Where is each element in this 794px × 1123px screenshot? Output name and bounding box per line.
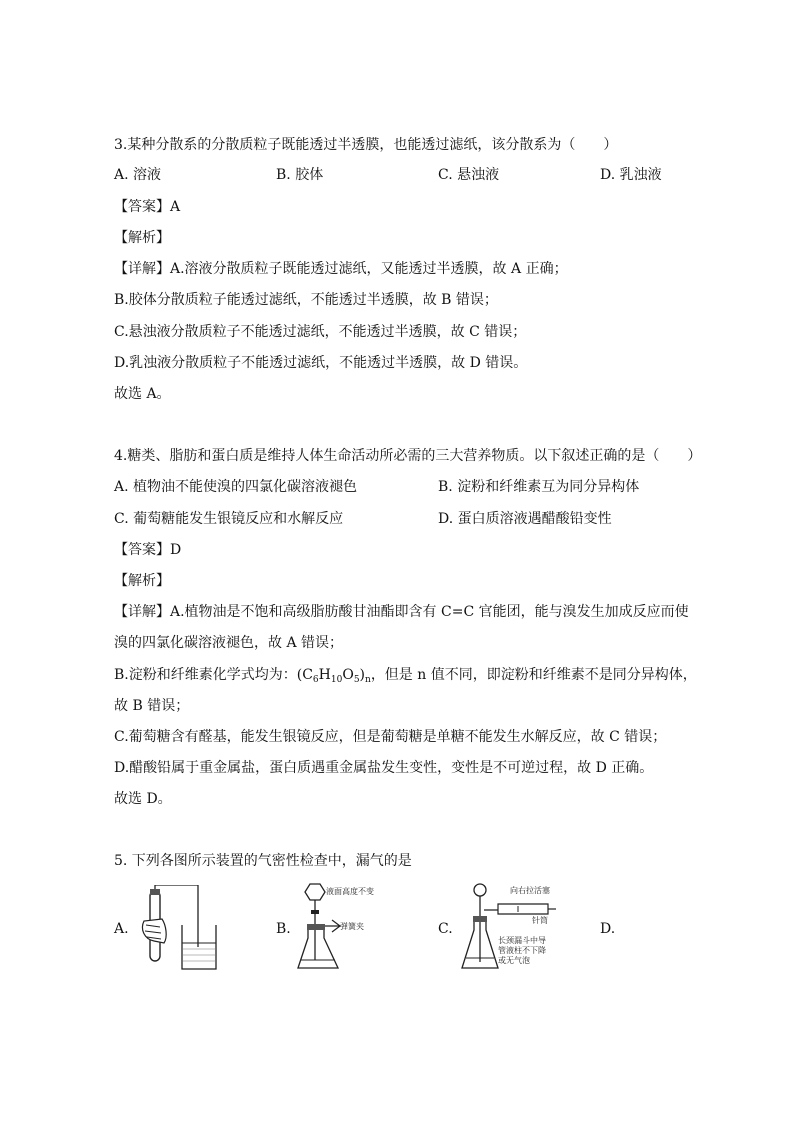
q3-detail-b: B.胶体分散质粒子能透过滤纸，不能透过半透膜，故 B 错误；	[114, 292, 498, 308]
formula-close: )	[359, 667, 366, 683]
figure-b-label-level: 液面高度不变	[326, 887, 374, 896]
q3-stem: 3.某种分散系的分散质粒子既能透过半透膜，也能透过滤纸，该分散系为（ ）	[114, 137, 618, 153]
q4-detail-b-suffix: ，但是 n 值不同，即淀粉和纤维素不是同分异构体，	[370, 667, 697, 683]
q3-option-d: D. 乳浊液	[600, 167, 662, 183]
q4-option-a: A. 植物油不能使溴的四氯化碳溶液褪色	[114, 479, 358, 495]
q3-answer: 【答案】A	[114, 199, 181, 215]
q3-option-b: B. 胶体	[276, 167, 324, 183]
figure-c-label-pull: 向右拉活塞	[510, 886, 550, 895]
q4-stem: 4.糖类、脂肪和蛋白质是维持人体生命活动所必需的三大营养物质。以下叙述正确的是（ ）	[114, 448, 702, 464]
q3-detail-d: D.乳浊液分散质粒子不能透过滤纸，不能透过半透膜，故 D 错误。	[114, 355, 528, 371]
figure-b-funnel-flask-apparatus	[296, 880, 386, 975]
formula-h: H	[318, 667, 331, 683]
figure-b-label-clamp: 弹簧夹	[340, 922, 364, 931]
figure-c-syringe-apparatus	[458, 880, 558, 975]
q3-detail-c: C.悬浊液分散质粒子不能透过滤纸，不能透过半透膜，故 C 错误；	[114, 324, 527, 340]
figure-c-label-column: 管液柱不下降	[498, 946, 546, 955]
formula-subscript-o: 5	[353, 675, 360, 685]
q4-conclusion: 故选 D。	[114, 791, 172, 807]
figure-a-hand-warming-apparatus	[140, 885, 230, 975]
q5-stem: 5. 下列各图所示装置的气密性检查中，漏气的是	[114, 853, 412, 869]
figure-c-label-bubbles: 或无气泡	[498, 956, 530, 965]
q3-analysis-title: 【解析】	[114, 230, 170, 246]
q4-detail-c: C.葡萄糖含有醛基，能发生银镜反应，但是葡萄糖是单糖不能发生水解反应，故 C 错误；	[114, 729, 667, 745]
figure-c-label-funnel: 长颈漏斗中导	[498, 936, 546, 945]
q5-option-c: C.	[438, 921, 453, 937]
q3-detail-a: 【详解】A.溶液分散质粒子既能透过滤纸，又能透过半透膜，故 A 正确；	[114, 261, 568, 277]
formula-o: O	[342, 667, 354, 683]
q4-detail-a-line2: 溴的四氯化碳溶液褪色，故 A 错误；	[114, 635, 344, 651]
q3-conclusion: 故选 A。	[114, 386, 171, 402]
q4-answer: 【答案】D	[114, 542, 182, 558]
figure-c-label-syringe: 针筒	[532, 916, 548, 925]
q4-option-d: D. 蛋白质溶液遇醋酸铅变性	[438, 511, 612, 527]
figure-a-drawing	[140, 885, 230, 975]
q4-detail-d: D.醋酸铅属于重金属盐，蛋白质遇重金属盐发生变性，变性是不可逆过程，故 D 正确。	[114, 760, 654, 776]
q4-analysis-title: 【解析】	[114, 573, 170, 589]
q3-option-c: C. 悬浊液	[438, 167, 500, 183]
formula-subscript-n: n	[365, 675, 371, 685]
formula-subscript-h: 10	[330, 675, 343, 685]
q5-option-a: A.	[114, 921, 129, 937]
q4-option-b: B. 淀粉和纤维素互为同分异构体	[438, 479, 640, 495]
q4-detail-a-line1: 【详解】A.植物油是不饱和高级脂肪酸甘油酯即含有 C=C 官能团，能与溴发生加成反应而使	[114, 604, 689, 620]
q5-option-d: D.	[600, 921, 616, 937]
q4-detail-b	[114, 666, 697, 684]
q4-detail-b-prefix: B.淀粉和纤维素化学式均为：(C	[114, 667, 313, 683]
q3-option-a: A. 溶液	[114, 167, 162, 183]
q4-option-c: C. 葡萄糖能发生银镜反应和水解反应	[114, 511, 344, 527]
q4-detail-b-line2: 故 B 错误；	[114, 698, 190, 714]
q5-option-b: B.	[276, 921, 291, 937]
formula-subscript-c: 6	[312, 675, 319, 685]
